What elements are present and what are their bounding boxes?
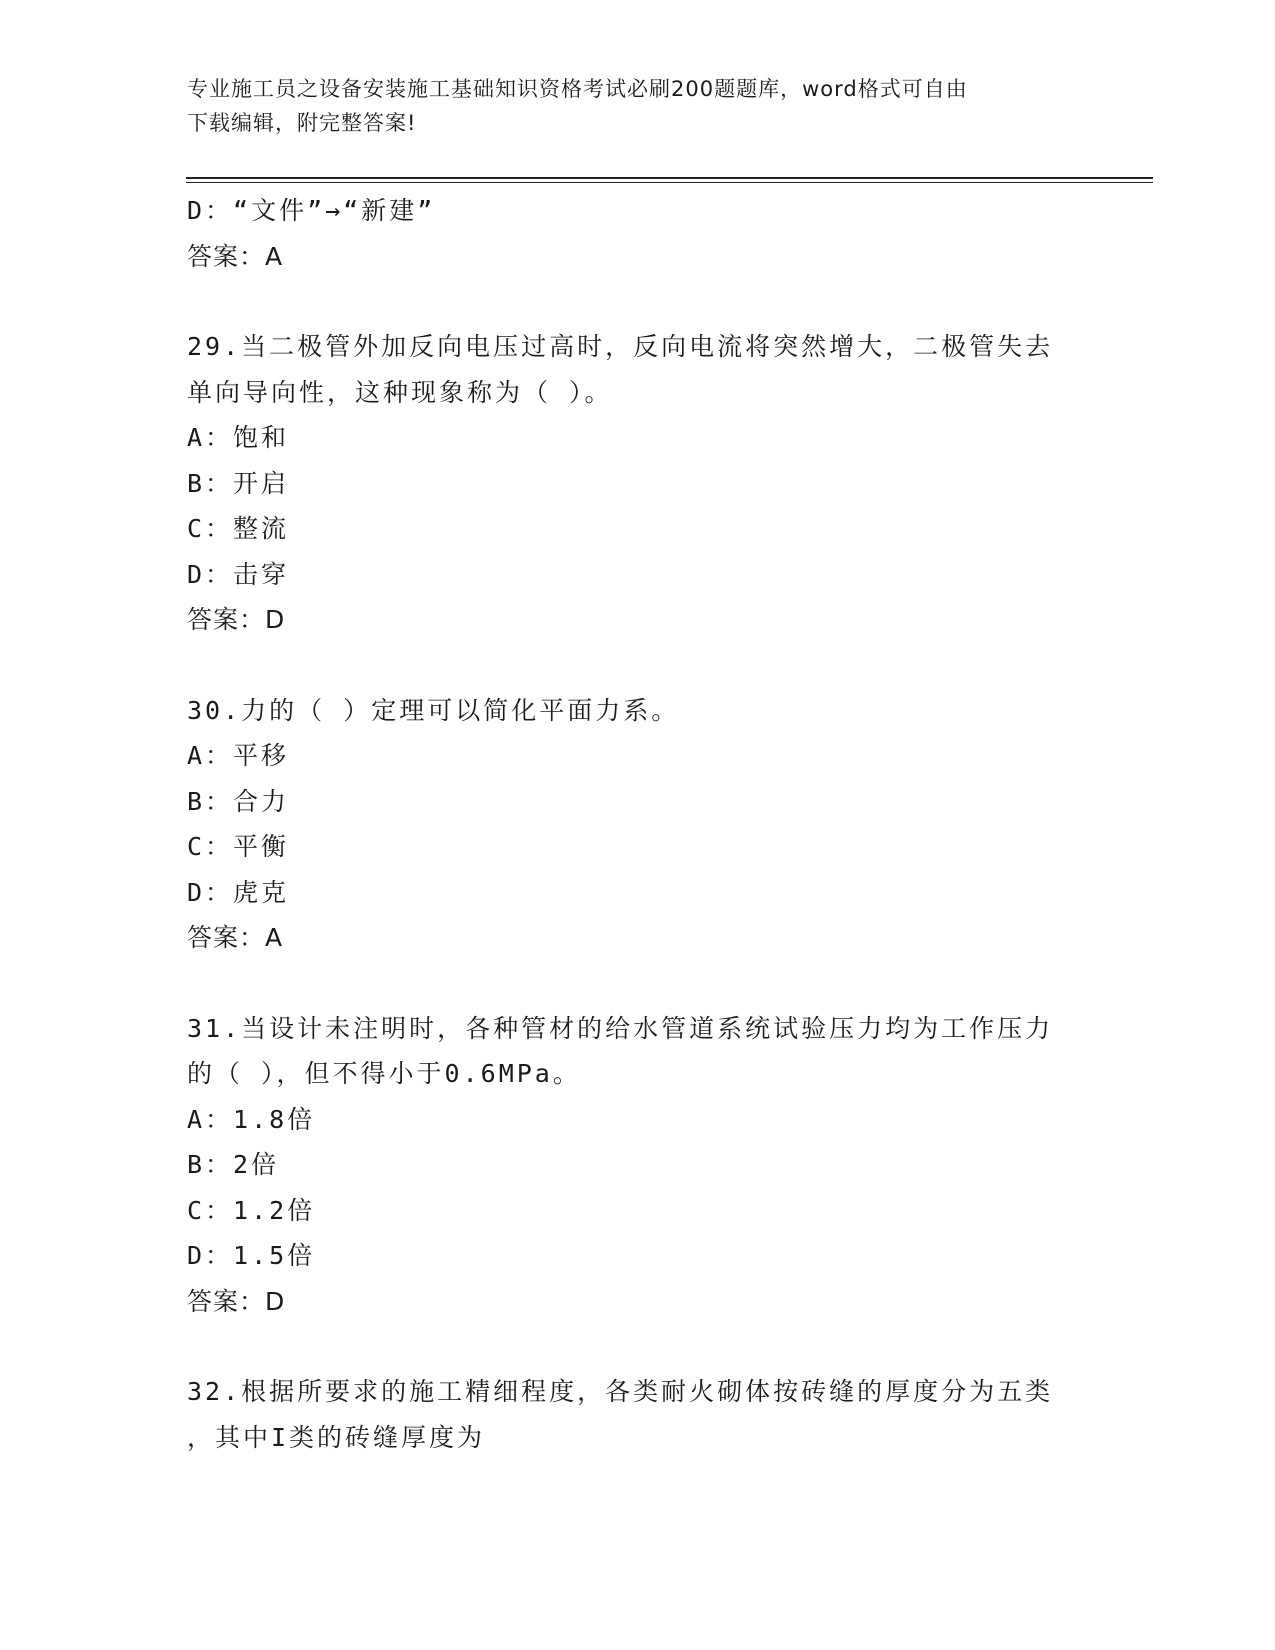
question-30 [187,688,1087,961]
option-d: D：1.5倍 [187,1241,316,1270]
document-body [187,188,1087,1460]
option-b: B：2倍 [187,1150,280,1179]
question-29 [187,324,1087,643]
option-c: C：平衡 [187,832,290,861]
spacer [187,643,1087,688]
answer: 答案：D [187,605,286,634]
option-a: A：平移 [187,741,290,770]
carryover-answer: 答案：A [187,241,284,271]
question-stem-cont: 的（ ），但不得小于0.6MPa。 [187,1059,581,1088]
option-a: A：1.8倍 [187,1104,316,1134]
option-c: C：整流 [187,514,290,543]
option-b: B：合力 [187,786,290,816]
question-32 [187,1369,1087,1460]
spacer [187,279,1087,324]
header-line-2: 下载编辑，附完整答案! [187,111,417,135]
question-stem-cont: ，其中I类的砖缝厚度为 [187,1422,486,1452]
option-d: D：虎克 [187,877,290,907]
question-stem: 30.力的（ ）定理可以简化平面力系。 [187,695,680,725]
question-stem: 29.当二极管外加反向电压过高时，反向电流将突然增大，二极管失去 [187,332,1054,361]
option-d: D：击穿 [187,559,290,589]
spacer [187,1324,1087,1369]
option-b: B：开启 [187,468,290,498]
option-a: A：饱和 [187,423,290,452]
question-31 [187,1006,1087,1325]
header-line-1: 专业施工员之设备安装施工基础知识资格考试必刷200题题库，word格式可自由 [187,77,968,101]
option-c: C：1.2倍 [187,1195,316,1225]
answer: 答案：D [187,1286,286,1316]
answer: 答案：A [187,923,284,952]
question-stem: 32.根据所要求的施工精细程度，各类耐火砌体按砖缝的厚度分为五类 [187,1377,1054,1406]
spacer [187,961,1087,1006]
question-stem-cont: 单向导向性，这种现象称为（ ）。 [187,377,613,407]
carryover-option-d: D：“文件”→“新建” [187,196,436,225]
question-stem: 31.当设计未注明时，各种管材的给水管道系统试验压力均为工作压力 [187,1013,1054,1043]
header-rule-thick [186,177,1153,179]
document-header [187,72,1067,140]
header-rule-thin [186,182,1153,183]
